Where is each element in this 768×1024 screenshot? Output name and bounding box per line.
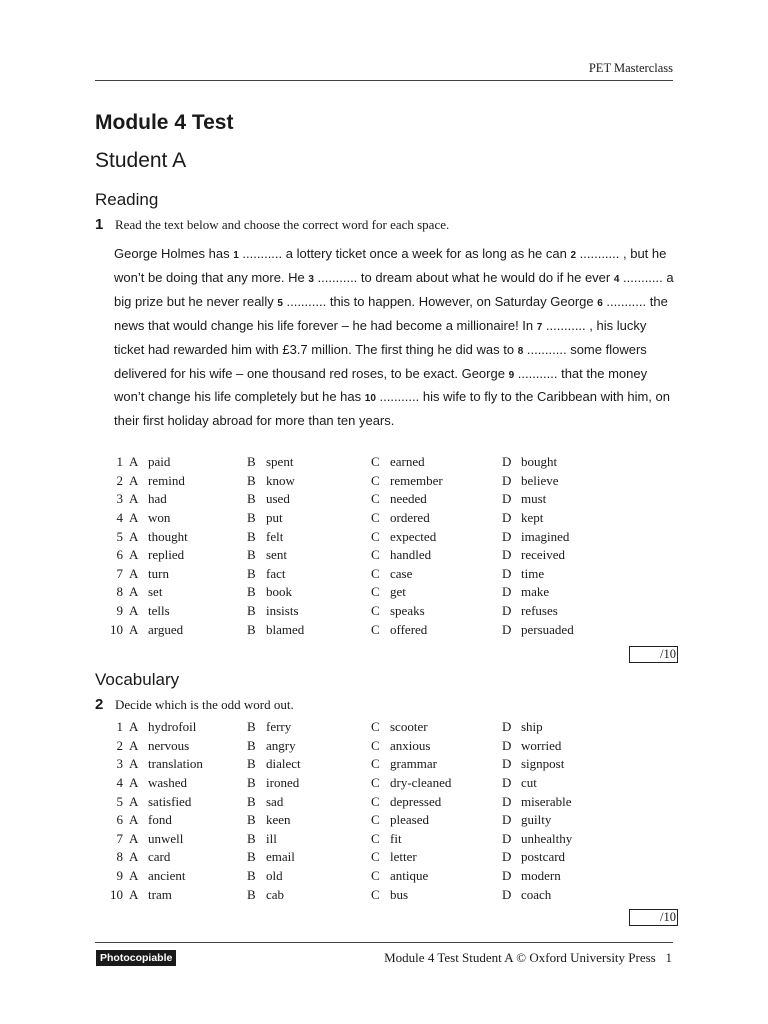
option-letter-d: D bbox=[502, 775, 512, 791]
option-letter-c: C bbox=[371, 756, 380, 772]
option-word-a: washed bbox=[148, 775, 187, 791]
option-word-d: signpost bbox=[521, 756, 565, 772]
option-word-c: needed bbox=[390, 491, 427, 507]
option-letter-b: B bbox=[247, 793, 256, 809]
option-letter-b: B bbox=[247, 756, 256, 772]
option-letter-d: D bbox=[502, 510, 512, 526]
option-word-a: remind bbox=[148, 472, 185, 488]
gap-number: 10 bbox=[364, 393, 376, 405]
reading-score-box: /10 bbox=[629, 646, 678, 663]
option-letter-c: C bbox=[371, 454, 380, 470]
header-divider bbox=[95, 80, 673, 81]
option-letter-d: D bbox=[502, 565, 512, 581]
reading-instruction: Read the text below and choose the correct word for each space. bbox=[115, 217, 450, 232]
option-letter-b: B bbox=[247, 775, 256, 791]
reading-heading: Reading bbox=[95, 190, 159, 209]
reading-task-number: 1 bbox=[95, 216, 104, 233]
option-word-d: unhealthy bbox=[521, 830, 573, 846]
option-letter-b: B bbox=[247, 603, 256, 619]
option-letter-b: B bbox=[247, 547, 256, 563]
option-word-c: anxious bbox=[390, 737, 431, 753]
gap-number: 7 bbox=[536, 321, 543, 333]
option-word-d: believe bbox=[521, 472, 559, 488]
option-letter-a: A bbox=[129, 565, 139, 581]
passage-text: ........... , his lucky ticket had rewarded him with £3.7 million. The first thing he did was to bbox=[114, 317, 647, 357]
option-word-b: old bbox=[266, 868, 283, 884]
gap-number: 8 bbox=[517, 345, 524, 357]
page-title: Module 4 Test bbox=[95, 111, 234, 134]
option-letter-a: A bbox=[129, 849, 139, 865]
option-letter-d: D bbox=[502, 528, 512, 544]
option-letter-d: D bbox=[502, 868, 512, 884]
option-letter-d: D bbox=[502, 584, 512, 600]
option-letter-d: D bbox=[502, 454, 512, 470]
option-letter-c: C bbox=[371, 565, 380, 581]
option-word-c: letter bbox=[390, 849, 417, 865]
option-row bbox=[95, 602, 655, 621]
option-letter-d: D bbox=[502, 621, 512, 637]
item-number: 5 bbox=[116, 793, 123, 809]
option-letter-a: A bbox=[129, 584, 139, 600]
gap-number: 9 bbox=[508, 369, 515, 381]
item-number: 4 bbox=[116, 510, 123, 526]
item-number: 7 bbox=[116, 565, 123, 581]
option-letter-d: D bbox=[502, 719, 512, 735]
photocopiable-badge: Photocopiable bbox=[96, 950, 176, 966]
option-letter-c: C bbox=[371, 830, 380, 846]
option-letter-a: A bbox=[129, 775, 139, 791]
option-letter-a: A bbox=[129, 454, 139, 470]
option-word-d: worried bbox=[521, 737, 562, 753]
option-word-a: hydrofoil bbox=[148, 719, 197, 735]
option-word-b: felt bbox=[266, 528, 284, 544]
option-word-d: refuses bbox=[521, 603, 558, 619]
option-letter-c: C bbox=[371, 849, 380, 865]
vocabulary-options-table bbox=[95, 718, 655, 904]
passage-text: ........... to dream about what he would do if he ever bbox=[313, 269, 614, 285]
item-number: 2 bbox=[116, 472, 123, 488]
option-letter-c: C bbox=[371, 737, 380, 753]
item-number: 7 bbox=[116, 830, 123, 846]
option-row bbox=[95, 583, 655, 602]
option-letter-c: C bbox=[371, 812, 380, 828]
option-word-a: satisfied bbox=[148, 793, 192, 809]
option-word-a: thought bbox=[148, 528, 188, 544]
option-letter-c: C bbox=[371, 603, 380, 619]
option-word-d: modern bbox=[521, 868, 561, 884]
option-letter-d: D bbox=[502, 756, 512, 772]
option-row bbox=[95, 546, 655, 565]
option-letter-a: A bbox=[129, 621, 139, 637]
option-letter-b: B bbox=[247, 886, 256, 902]
vocabulary-task bbox=[95, 696, 294, 713]
gap-number: 4 bbox=[613, 273, 620, 285]
option-word-d: bought bbox=[521, 454, 558, 470]
option-letter-c: C bbox=[371, 472, 380, 488]
option-letter-b: B bbox=[247, 621, 256, 637]
option-word-a: ancient bbox=[148, 868, 186, 884]
item-number: 8 bbox=[116, 584, 123, 600]
option-letter-d: D bbox=[502, 603, 512, 619]
option-word-d: miserable bbox=[521, 793, 572, 809]
footer-credit bbox=[384, 950, 672, 966]
option-word-a: tells bbox=[148, 603, 170, 619]
option-word-c: antique bbox=[390, 868, 429, 884]
option-row bbox=[95, 620, 655, 639]
option-word-d: ship bbox=[521, 719, 543, 735]
option-letter-a: A bbox=[129, 547, 139, 563]
option-letter-b: B bbox=[247, 584, 256, 600]
option-letter-a: A bbox=[129, 603, 139, 619]
option-row bbox=[95, 490, 655, 509]
vocabulary-score-box: /10 bbox=[629, 909, 678, 926]
item-number: 9 bbox=[116, 603, 123, 619]
option-word-d: cut bbox=[521, 775, 537, 791]
option-word-b: put bbox=[266, 510, 283, 526]
option-word-b: ferry bbox=[266, 719, 292, 735]
passage-text: ........... a big prize but he never really bbox=[114, 269, 674, 309]
option-word-c: grammar bbox=[390, 756, 437, 772]
option-word-a: replied bbox=[148, 547, 185, 563]
option-letter-b: B bbox=[247, 719, 256, 735]
option-letter-a: A bbox=[129, 793, 139, 809]
vocabulary-instruction: Decide which is the odd word out. bbox=[115, 697, 294, 712]
option-letter-d: D bbox=[502, 547, 512, 563]
option-letter-b: B bbox=[247, 472, 256, 488]
option-word-c: bus bbox=[390, 886, 409, 902]
option-word-d: time bbox=[521, 565, 545, 581]
option-letter-c: C bbox=[371, 491, 380, 507]
option-letter-a: A bbox=[129, 830, 139, 846]
option-letter-c: C bbox=[371, 621, 380, 637]
item-number: 3 bbox=[116, 756, 123, 772]
vocabulary-heading: Vocabulary bbox=[95, 670, 180, 689]
item-number: 9 bbox=[116, 868, 123, 884]
option-letter-d: D bbox=[502, 472, 512, 488]
option-word-a: paid bbox=[148, 454, 171, 470]
option-row bbox=[95, 565, 655, 584]
gap-number: 3 bbox=[308, 273, 314, 285]
item-number: 1 bbox=[116, 454, 123, 470]
option-row bbox=[95, 737, 655, 756]
option-word-b: keen bbox=[266, 812, 291, 828]
option-word-b: sad bbox=[266, 793, 284, 809]
option-letter-c: C bbox=[371, 719, 380, 735]
option-letter-c: C bbox=[371, 793, 380, 809]
option-row bbox=[95, 792, 655, 811]
reading-passage bbox=[114, 243, 674, 432]
option-letter-b: B bbox=[247, 528, 256, 544]
footer-text: Module 4 Test Student A © Oxford University Press bbox=[384, 950, 656, 965]
option-word-c: earned bbox=[390, 454, 425, 470]
option-row bbox=[95, 811, 655, 830]
option-letter-d: D bbox=[502, 737, 512, 753]
reading-options-table bbox=[95, 453, 655, 639]
option-word-c: expected bbox=[390, 528, 437, 544]
option-word-a: nervous bbox=[148, 737, 190, 753]
option-word-c: pleased bbox=[390, 812, 429, 828]
option-letter-a: A bbox=[129, 886, 139, 902]
option-word-b: angry bbox=[266, 737, 296, 753]
option-letter-c: C bbox=[371, 528, 380, 544]
running-header: PET Masterclass bbox=[588, 61, 673, 75]
option-letter-a: A bbox=[129, 510, 139, 526]
option-letter-b: B bbox=[247, 849, 256, 865]
option-word-a: translation bbox=[148, 756, 203, 772]
option-letter-c: C bbox=[371, 868, 380, 884]
passage-text: ........... the news that would change his life forever – he had become a millionaire! In bbox=[114, 293, 668, 333]
option-letter-d: D bbox=[502, 849, 512, 865]
option-row bbox=[95, 472, 655, 491]
option-letter-a: A bbox=[129, 472, 139, 488]
passage-text: ........... , but he won’t be doing that any more. He bbox=[114, 246, 667, 285]
option-letter-c: C bbox=[371, 886, 380, 902]
option-word-a: turn bbox=[148, 565, 169, 581]
option-word-b: fact bbox=[266, 565, 286, 581]
option-letter-d: D bbox=[502, 491, 512, 507]
vocabulary-task-number: 2 bbox=[95, 696, 104, 713]
option-word-c: handled bbox=[390, 547, 432, 563]
option-row bbox=[95, 755, 655, 774]
option-word-c: scooter bbox=[390, 719, 428, 735]
passage-text: ........... that the money won’t change his life completely but he has bbox=[114, 365, 648, 405]
option-word-b: email bbox=[266, 849, 295, 865]
option-letter-b: B bbox=[247, 868, 256, 884]
option-word-c: ordered bbox=[390, 510, 430, 526]
option-letter-a: A bbox=[129, 719, 139, 735]
item-number: 3 bbox=[116, 491, 123, 507]
reading-task bbox=[95, 216, 449, 233]
option-word-d: postcard bbox=[521, 849, 566, 865]
option-word-b: ironed bbox=[266, 775, 300, 791]
option-letter-d: D bbox=[502, 830, 512, 846]
option-word-d: kept bbox=[521, 510, 544, 526]
option-letter-a: A bbox=[129, 491, 139, 507]
option-word-c: offered bbox=[390, 621, 428, 637]
option-row bbox=[95, 527, 655, 546]
option-word-a: won bbox=[148, 510, 171, 526]
option-letter-d: D bbox=[502, 812, 512, 828]
option-word-a: unwell bbox=[148, 830, 184, 846]
option-word-c: fit bbox=[390, 830, 402, 846]
option-row bbox=[95, 774, 655, 793]
option-letter-b: B bbox=[247, 830, 256, 846]
option-word-d: persuaded bbox=[521, 621, 574, 637]
page-subtitle: Student A bbox=[95, 149, 187, 172]
option-word-c: dry-cleaned bbox=[390, 775, 452, 791]
option-row bbox=[95, 453, 655, 472]
item-number: 1 bbox=[116, 719, 123, 735]
item-number: 5 bbox=[116, 528, 123, 544]
option-letter-b: B bbox=[247, 510, 256, 526]
item-number: 8 bbox=[116, 849, 123, 865]
option-letter-b: B bbox=[247, 737, 256, 753]
gap-number: 2 bbox=[570, 250, 577, 261]
option-word-b: spent bbox=[266, 454, 294, 470]
option-letter-b: B bbox=[247, 454, 256, 470]
option-letter-a: A bbox=[129, 737, 139, 753]
item-number: 2 bbox=[116, 737, 123, 753]
item-number: 10 bbox=[110, 621, 123, 637]
passage-text: ........... his wife to fly to the Caribbean with him, on their first holiday abroad for more than ten years. bbox=[114, 389, 670, 429]
gap-number: 1 bbox=[233, 250, 239, 261]
option-letter-b: B bbox=[247, 812, 256, 828]
option-word-c: speaks bbox=[390, 603, 425, 619]
option-word-b: ill bbox=[266, 830, 277, 846]
option-letter-c: C bbox=[371, 584, 380, 600]
passage-text: ........... a lottery ticket once a week for as long as he can bbox=[238, 246, 571, 261]
option-word-c: remember bbox=[390, 472, 443, 488]
option-word-b: used bbox=[266, 491, 290, 507]
item-number: 4 bbox=[116, 775, 123, 791]
option-word-d: imagined bbox=[521, 528, 570, 544]
item-number: 6 bbox=[116, 812, 123, 828]
option-row bbox=[95, 885, 655, 904]
option-row bbox=[95, 867, 655, 886]
option-word-d: must bbox=[521, 491, 547, 507]
option-row bbox=[95, 509, 655, 528]
option-letter-d: D bbox=[502, 793, 512, 809]
item-number: 10 bbox=[110, 886, 123, 902]
gap-number: 5 bbox=[277, 297, 283, 309]
option-word-a: fond bbox=[148, 812, 172, 828]
option-row bbox=[95, 848, 655, 867]
option-letter-a: A bbox=[129, 528, 139, 544]
option-word-a: had bbox=[148, 491, 167, 507]
passage-text: George Holmes has bbox=[114, 246, 234, 261]
option-letter-b: B bbox=[247, 491, 256, 507]
option-word-a: card bbox=[148, 849, 171, 865]
gap-number: 6 bbox=[597, 297, 603, 309]
option-letter-b: B bbox=[247, 565, 256, 581]
option-word-b: blamed bbox=[266, 621, 305, 637]
option-word-b: know bbox=[266, 472, 295, 488]
option-letter-c: C bbox=[371, 775, 380, 791]
passage-text: ........... this to happen. However, on Saturday George bbox=[282, 293, 598, 309]
option-word-b: insists bbox=[266, 603, 299, 619]
option-word-b: book bbox=[266, 584, 292, 600]
option-word-a: set bbox=[148, 584, 163, 600]
option-letter-a: A bbox=[129, 756, 139, 772]
option-row bbox=[95, 718, 655, 737]
option-word-c: case bbox=[390, 565, 413, 581]
option-word-c: get bbox=[390, 584, 406, 600]
passage-text: ........... some flowers delivered for his wife – one thousand red roses, to be exact. George bbox=[114, 341, 647, 381]
option-word-d: guilty bbox=[521, 812, 552, 828]
footer-divider bbox=[95, 942, 673, 943]
option-word-b: cab bbox=[266, 886, 285, 902]
option-word-d: coach bbox=[521, 886, 552, 902]
item-number: 6 bbox=[116, 547, 123, 563]
option-word-d: received bbox=[521, 547, 566, 563]
option-letter-c: C bbox=[371, 510, 380, 526]
option-letter-d: D bbox=[502, 886, 512, 902]
option-letter-c: C bbox=[371, 547, 380, 563]
option-word-b: dialect bbox=[266, 756, 301, 772]
option-letter-a: A bbox=[129, 868, 139, 884]
option-word-c: depressed bbox=[390, 793, 442, 809]
page-number: 1 bbox=[665, 950, 672, 965]
option-word-b: sent bbox=[266, 547, 287, 563]
option-word-d: make bbox=[521, 584, 550, 600]
option-word-a: tram bbox=[148, 886, 172, 902]
option-row bbox=[95, 830, 655, 849]
option-word-a: argued bbox=[148, 621, 184, 637]
option-letter-a: A bbox=[129, 812, 139, 828]
